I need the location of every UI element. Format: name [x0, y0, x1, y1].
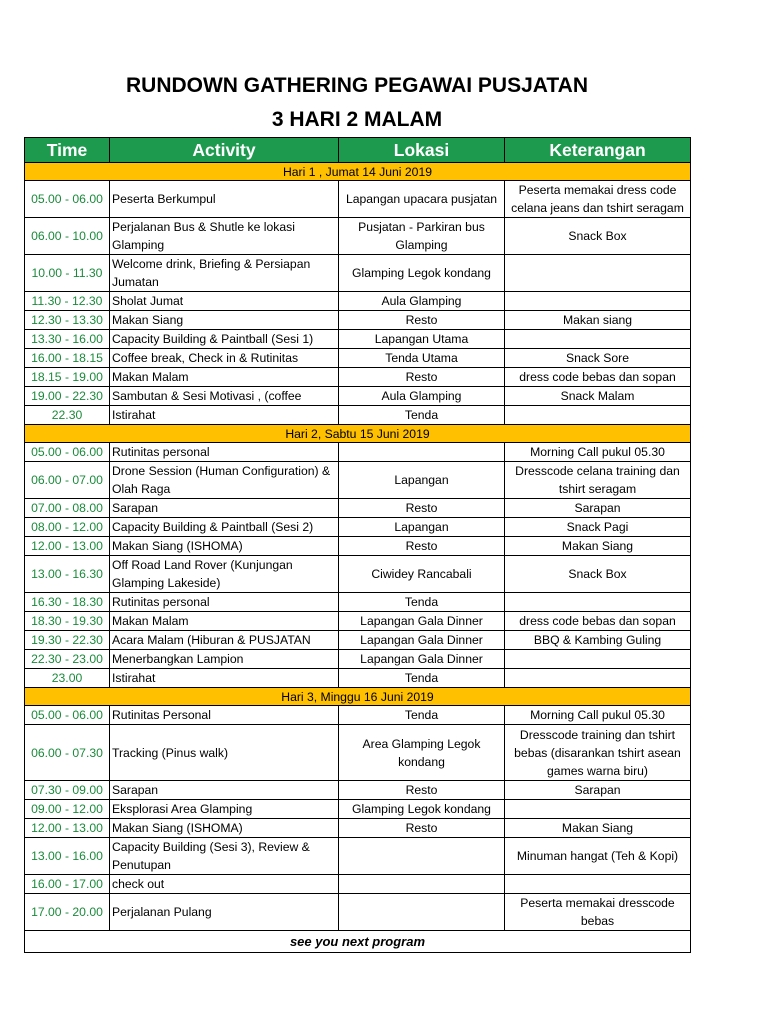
cell-activity: Perjalanan Pulang: [110, 894, 339, 931]
cell-time: 06.00 - 07.00: [25, 462, 110, 499]
cell-time: 07.00 - 08.00: [25, 499, 110, 518]
cell-time: 11.30 - 12.30: [25, 292, 110, 311]
cell-activity: Makan Malam: [110, 612, 339, 631]
cell-lokasi: Glamping Legok kondang: [339, 800, 505, 819]
table-row: [25, 518, 691, 537]
cell-keterangan: [505, 406, 691, 425]
cell-keterangan: Peserta memakai dress code celana jeans dan tshirt seragam: [505, 181, 691, 218]
cell-lokasi: [339, 838, 505, 875]
table-row: [25, 631, 691, 650]
cell-lokasi: Resto: [339, 368, 505, 387]
cell-keterangan: Minuman hangat (Teh & Kopi): [505, 838, 691, 875]
cell-activity: Makan Malam: [110, 368, 339, 387]
cell-activity: Istirahat: [110, 669, 339, 688]
cell-activity: Welcome drink, Briefing & Persiapan Jumatan: [110, 255, 339, 292]
column-header-activity: Activity: [110, 138, 339, 163]
table-row: [25, 800, 691, 819]
cell-activity: Eksplorasi Area Glamping: [110, 800, 339, 819]
day-header-row: [25, 425, 691, 443]
cell-activity: Makan Siang (ISHOMA): [110, 537, 339, 556]
cell-time: 16.00 - 17.00: [25, 875, 110, 894]
table-row: [25, 330, 691, 349]
cell-keterangan: [505, 800, 691, 819]
cell-time: 18.30 - 19.30: [25, 612, 110, 631]
cell-keterangan: [505, 330, 691, 349]
table-row: [25, 218, 691, 255]
cell-lokasi: Lapangan Utama: [339, 330, 505, 349]
cell-activity: Perjalanan Bus & Shutle ke lokasi Glamping: [110, 218, 339, 255]
cell-keterangan: BBQ & Kambing Guling: [505, 631, 691, 650]
cell-activity: Capacity Building & Paintball (Sesi 1): [110, 330, 339, 349]
header-row: [25, 138, 691, 163]
cell-time: 06.00 - 07.30: [25, 725, 110, 781]
cell-lokasi: [339, 875, 505, 894]
table-row: [25, 406, 691, 425]
table-row: [25, 499, 691, 518]
cell-keterangan: [505, 669, 691, 688]
document-title: RUNDOWN GATHERING PEGAWAI PUSJATAN: [125, 74, 588, 97]
cell-activity: check out: [110, 875, 339, 894]
day-label: Hari 1 , Jumat 14 Juni 2019: [25, 163, 691, 181]
document-subtitle: 3 HARI 2 MALAM: [271, 108, 443, 131]
cell-keterangan: Dresscode celana training dan tshirt seragam: [505, 462, 691, 499]
cell-activity: Istirahat: [110, 406, 339, 425]
day-header-row: [25, 688, 691, 706]
cell-lokasi: Tenda: [339, 706, 505, 725]
cell-time: 17.00 - 20.00: [25, 894, 110, 931]
cell-keterangan: Sarapan: [505, 499, 691, 518]
cell-time: 22.30 - 23.00: [25, 650, 110, 669]
cell-time: 05.00 - 06.00: [25, 181, 110, 218]
cell-keterangan: Makan Siang: [505, 537, 691, 556]
rundown-body: [25, 163, 691, 931]
cell-keterangan: [505, 875, 691, 894]
cell-activity: Menerbangkan Lampion: [110, 650, 339, 669]
table-row: [25, 725, 691, 781]
table-row: [25, 669, 691, 688]
cell-activity: Rutinitas personal: [110, 443, 339, 462]
cell-time: 19.00 - 22.30: [25, 387, 110, 406]
cell-time: 10.00 - 11.30: [25, 255, 110, 292]
cell-time: 16.30 - 18.30: [25, 593, 110, 612]
cell-activity: Capacity Building (Sesi 3), Review & Penutupan: [110, 838, 339, 875]
cell-activity: Tracking (Pinus walk): [110, 725, 339, 781]
cell-lokasi: Glamping Legok kondang: [339, 255, 505, 292]
cell-keterangan: [505, 593, 691, 612]
table-row: [25, 462, 691, 499]
cell-activity: Rutinitas personal: [110, 593, 339, 612]
cell-activity: Off Road Land Rover (Kunjungan Glamping Lakeside): [110, 556, 339, 593]
cell-lokasi: Area Glamping Legok kondang: [339, 725, 505, 781]
cell-activity: Acara Malam (Hiburan & PUSJATAN: [110, 631, 339, 650]
table-row: [25, 838, 691, 875]
cell-activity: Peserta Berkumpul: [110, 181, 339, 218]
cell-keterangan: Morning Call pukul 05.30: [505, 706, 691, 725]
cell-time: 13.00 - 16.00: [25, 838, 110, 875]
cell-lokasi: Resto: [339, 781, 505, 800]
cell-time: 19.30 - 22.30: [25, 631, 110, 650]
table-row: [25, 311, 691, 330]
day-label: Hari 2, Sabtu 15 Juni 2019: [25, 425, 691, 443]
cell-time: 23.00: [25, 669, 110, 688]
cell-time: 12.00 - 13.00: [25, 537, 110, 556]
cell-lokasi: Tenda: [339, 593, 505, 612]
cell-lokasi: [339, 443, 505, 462]
table-row: [25, 181, 691, 218]
table-row: [25, 556, 691, 593]
cell-keterangan: Makan siang: [505, 311, 691, 330]
table-row: [25, 612, 691, 631]
cell-keterangan: [505, 650, 691, 669]
cell-time: 05.00 - 06.00: [25, 706, 110, 725]
cell-activity: Sholat Jumat: [110, 292, 339, 311]
cell-time: 09.00 - 12.00: [25, 800, 110, 819]
cell-lokasi: Pusjatan - Parkiran bus Glamping: [339, 218, 505, 255]
table-row: [25, 819, 691, 838]
table-row: [25, 706, 691, 725]
day-header-row: [25, 163, 691, 181]
cell-keterangan: Sarapan: [505, 781, 691, 800]
cell-lokasi: Lapangan Gala Dinner: [339, 650, 505, 669]
cell-keterangan: Dresscode training dan tshirt bebas (disarankan tshirt asean games warna biru): [505, 725, 691, 781]
cell-time: 06.00 - 10.00: [25, 218, 110, 255]
column-header-keterangan: Keterangan: [505, 138, 691, 163]
cell-lokasi: Aula Glamping: [339, 292, 505, 311]
cell-lokasi: Tenda: [339, 669, 505, 688]
table-row: [25, 349, 691, 368]
table-row: [25, 593, 691, 612]
cell-lokasi: Aula Glamping: [339, 387, 505, 406]
cell-time: 13.30 - 16.00: [25, 330, 110, 349]
cell-keterangan: Morning Call pukul 05.30: [505, 443, 691, 462]
footer-text: see you next program: [25, 931, 691, 953]
table-row: [25, 650, 691, 669]
cell-time: 13.00 - 16.30: [25, 556, 110, 593]
cell-keterangan: [505, 292, 691, 311]
table-row: [25, 255, 691, 292]
cell-lokasi: Lapangan upacara pusjatan: [339, 181, 505, 218]
cell-activity: Coffee break, Check in & Rutinitas: [110, 349, 339, 368]
cell-lokasi: Resto: [339, 311, 505, 330]
cell-activity: Sambutan & Sesi Motivasi , (coffee: [110, 387, 339, 406]
table-row: [25, 387, 691, 406]
cell-lokasi: Lapangan Gala Dinner: [339, 612, 505, 631]
cell-time: 08.00 - 12.00: [25, 518, 110, 537]
table-row: [25, 875, 691, 894]
cell-keterangan: Peserta memakai dresscode bebas: [505, 894, 691, 931]
cell-keterangan: Snack Box: [505, 218, 691, 255]
cell-keterangan: Snack Pagi: [505, 518, 691, 537]
table-row: [25, 894, 691, 931]
cell-lokasi: Lapangan: [339, 518, 505, 537]
cell-keterangan: Snack Sore: [505, 349, 691, 368]
cell-activity: Makan Siang (ISHOMA): [110, 819, 339, 838]
cell-keterangan: dress code bebas dan sopan: [505, 368, 691, 387]
table-row: [25, 537, 691, 556]
rundown-table: [24, 137, 691, 953]
cell-keterangan: Snack Malam: [505, 387, 691, 406]
cell-activity: Sarapan: [110, 499, 339, 518]
cell-activity: Sarapan: [110, 781, 339, 800]
column-header-lokasi: Lokasi: [339, 138, 505, 163]
table-row: [25, 368, 691, 387]
day-label: Hari 3, Minggu 16 Juni 2019: [25, 688, 691, 706]
cell-lokasi: Tenda Utama: [339, 349, 505, 368]
table-row: [25, 781, 691, 800]
table-row: [25, 443, 691, 462]
footer-row: [25, 931, 691, 953]
cell-time: 18.15 - 19.00: [25, 368, 110, 387]
cell-lokasi: Tenda: [339, 406, 505, 425]
cell-activity: Capacity Building & Paintball (Sesi 2): [110, 518, 339, 537]
cell-lokasi: Lapangan: [339, 462, 505, 499]
cell-lokasi: [339, 894, 505, 931]
cell-activity: Makan Siang: [110, 311, 339, 330]
cell-time: 22.30: [25, 406, 110, 425]
cell-lokasi: Lapangan Gala Dinner: [339, 631, 505, 650]
cell-keterangan: Makan Siang: [505, 819, 691, 838]
column-header-time: Time: [25, 138, 110, 163]
cell-time: 07.30 - 09.00: [25, 781, 110, 800]
cell-lokasi: Ciwidey Rancabali: [339, 556, 505, 593]
cell-time: 05.00 - 06.00: [25, 443, 110, 462]
cell-time: 16.00 - 18.15: [25, 349, 110, 368]
cell-keterangan: Snack Box: [505, 556, 691, 593]
cell-lokasi: Resto: [339, 499, 505, 518]
cell-keterangan: dress code bebas dan sopan: [505, 612, 691, 631]
cell-activity: Drone Session (Human Configuration) & Olah Raga: [110, 462, 339, 499]
cell-keterangan: [505, 255, 691, 292]
cell-time: 12.30 - 13.30: [25, 311, 110, 330]
cell-time: 12.00 - 13.00: [25, 819, 110, 838]
cell-lokasi: Resto: [339, 819, 505, 838]
table-row: [25, 292, 691, 311]
cell-lokasi: Resto: [339, 537, 505, 556]
cell-activity: Rutinitas Personal: [110, 706, 339, 725]
